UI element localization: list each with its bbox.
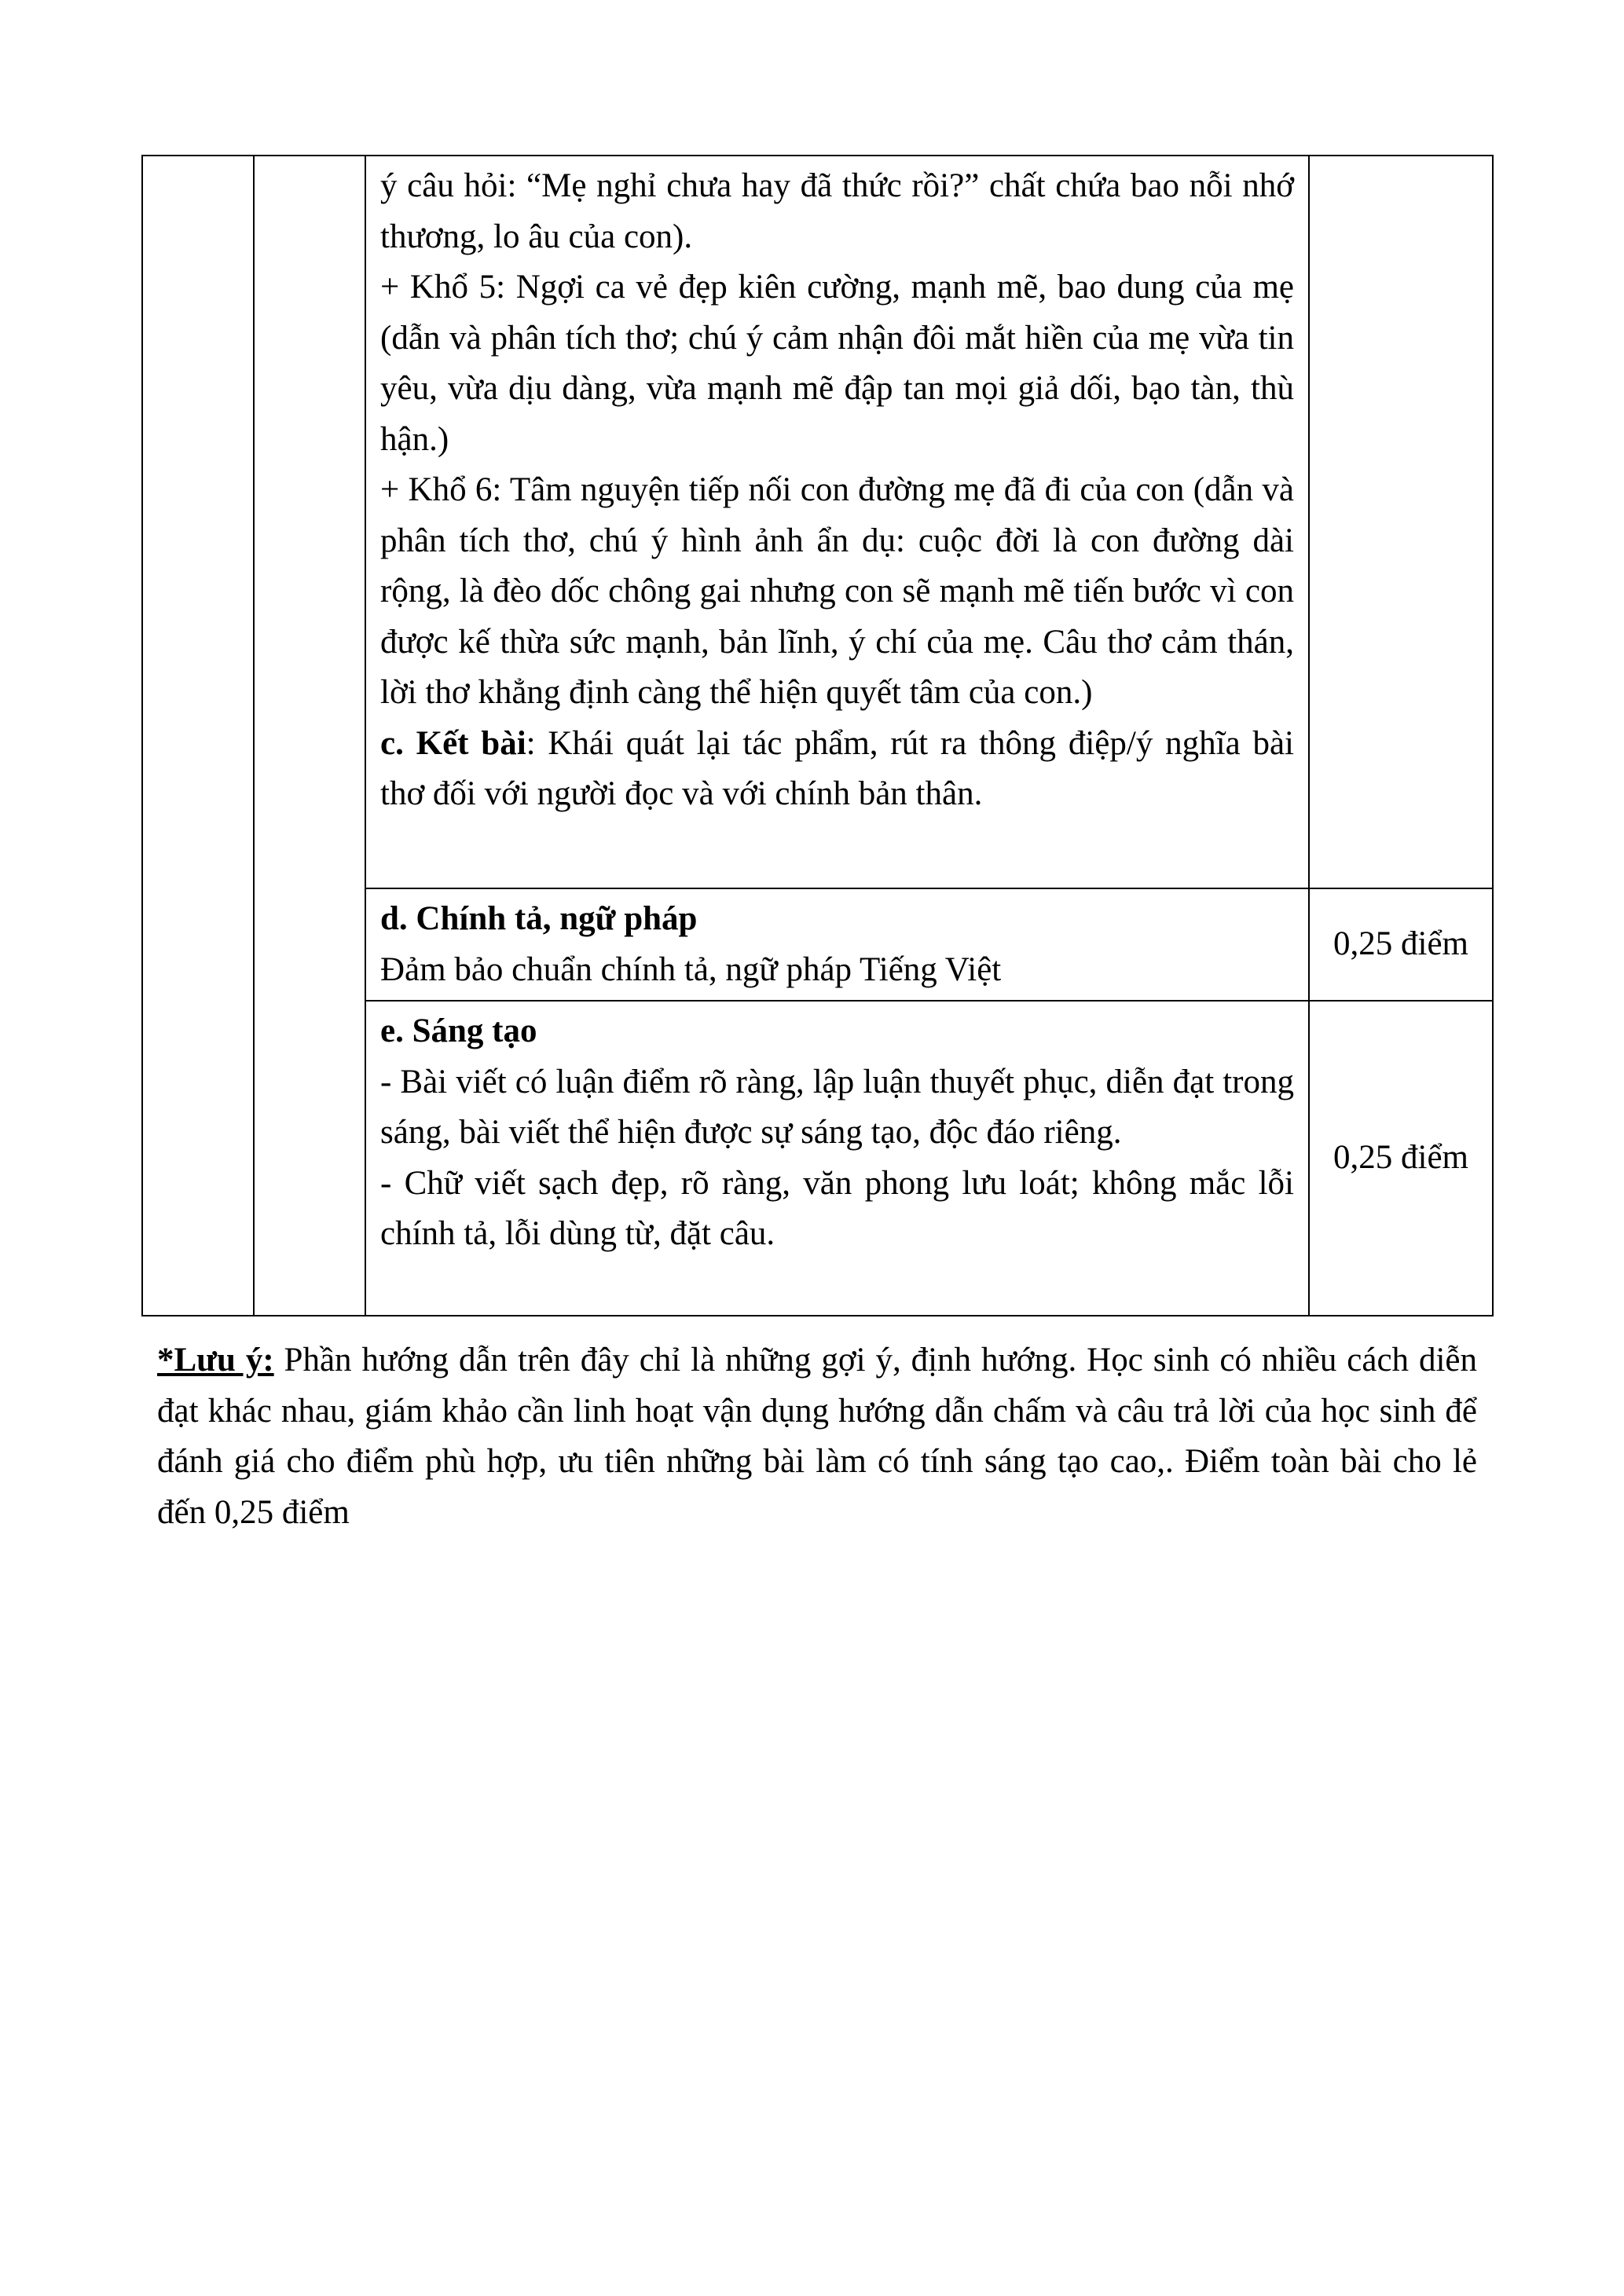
grading-table <box>141 155 1494 1316</box>
note-text: Phần hướng dẫn trên đây chỉ là những gợi ý, định hướng. Học sinh có nhiều cách diễn đạt khác nhau, giám khảo cần linh hoạt vận dụng hướng dẫn chấm và câu trả lời của học sinh để đánh giá cho điểm phù hợp, ưu tiên những bài làm có tính sáng tạo cao,. Điểm toàn bài cho lẻ đến 0,25 điểm <box>157 1342 1477 1531</box>
table-row <box>142 156 1493 888</box>
creativity-item-1: - Bài viết có luận điểm rõ ràng, lập luận thuyết phục, diễn đạt trong sáng, bài viết thể hiện được sự sáng tạo, độc đáo riêng. <box>380 1063 1294 1151</box>
creativity-item-2: - Chữ viết sạch đẹp, rõ ràng, văn phong lưu loát; không mắc lỗi chính tả, lỗi dùng từ, đặt câu. <box>380 1164 1294 1252</box>
creativity-heading: e. Sáng tạo <box>380 1013 537 1049</box>
spelling-grammar-heading: d. Chính tả, ngữ pháp <box>380 900 698 937</box>
section-cell <box>254 156 365 1316</box>
note-label: *Lưu ý: <box>157 1342 274 1379</box>
question-number-cell <box>142 156 254 1316</box>
body-line-1: ý câu hỏi: “Mẹ nghỉ chưa hay đã thức rồi?” chất chứa bao nỗi nhớ thương, lo âu của con). <box>380 167 1294 255</box>
note-paragraph <box>157 1335 1477 1538</box>
body-content-cell <box>365 156 1309 888</box>
spelling-grammar-cell <box>365 888 1309 1001</box>
conclusion-label: c. Kết bài <box>380 724 526 762</box>
body-line-stanza-6: + Khổ 6: Tâm nguyện tiếp nối con đường mẹ đã đi của con (dẫn và phân tích thơ, chú ý hình ảnh ẩn dụ: cuộc đời là con đường dài rộng, là đèo dốc chông gai nhưng con sẽ mạnh mẽ tiến bước vì con được kế thừa sức mạnh, bản lĩnh, ý chí của mẹ. Câu thơ cảm thán, lời thơ khẳng định càng thể hiện quyết tâm của con.) <box>380 471 1294 711</box>
conclusion-text: : Khái quát lại tác phẩm, rút ra thông điệp/ý nghĩa bài thơ đối với người đọc và với chính bản thân. <box>380 724 1294 812</box>
conclusion-paragraph <box>380 719 1294 820</box>
creativity-score: 0,25 điểm <box>1309 1001 1493 1316</box>
score-cell-empty <box>1309 156 1493 888</box>
body-line-stanza-5: + Khổ 5: Ngợi ca vẻ đẹp kiên cường, mạnh mẽ, bao dung của mẹ (dẫn và phân tích thơ; chú ý cảm nhận đôi mắt hiền của mẹ vừa tin yêu, vừa dịu dàng, vừa mạnh mẽ đập tan mọi giả dối, bạo tàn, thù hận.) <box>380 269 1294 458</box>
creativity-cell <box>365 1001 1309 1316</box>
spelling-grammar-text: Đảm bảo chuẩn chính tả, ngữ pháp Tiếng Việt <box>380 950 1002 988</box>
spelling-grammar-score: 0,25 điểm <box>1309 888 1493 1001</box>
